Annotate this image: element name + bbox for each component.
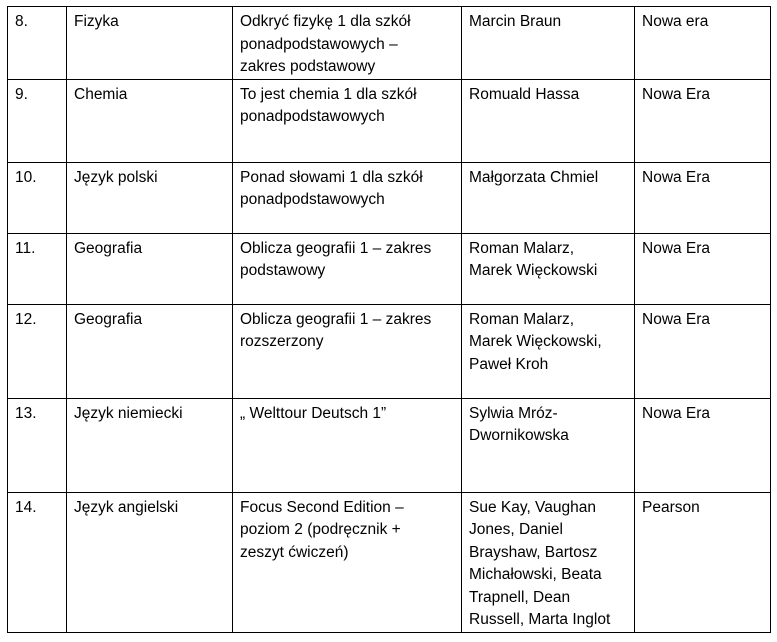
title-cell: Oblicza geografii 1 – zakres podstawowy	[233, 233, 462, 304]
author-cell: Romuald Hassa	[462, 79, 635, 162]
publisher-cell: Pearson	[635, 492, 771, 632]
author-cell: Sue Kay, Vaughan Jones, Daniel Brayshaw, Bartosz Michałowski, Beata Trapnell, Dean Russell, Marta Inglot	[462, 492, 635, 632]
publisher-cell: Nowa Era	[635, 398, 771, 492]
title-cell: To jest chemia 1 dla szkół ponadpodstawowych	[233, 79, 462, 162]
publisher-cell: Nowa Era	[635, 79, 771, 162]
row-number-cell: 8.	[8, 7, 67, 80]
author-cell: Roman Malarz, Marek Więckowski, Paweł Kroh	[462, 304, 635, 398]
row-number-cell: 14.	[8, 492, 67, 632]
title-cell: „ Welttour Deutsch 1”	[233, 398, 462, 492]
title-cell: Odkryć fizykę 1 dla szkół ponadpodstawowych – zakres podstawowy	[233, 7, 462, 80]
subject-cell: Chemia	[67, 79, 233, 162]
publisher-cell: Nowa Era	[635, 304, 771, 398]
publisher-cell: Nowa Era	[635, 162, 771, 233]
subject-cell: Geografia	[67, 233, 233, 304]
subject-cell: Geografia	[67, 304, 233, 398]
table-row	[8, 162, 771, 233]
subject-cell: Język polski	[67, 162, 233, 233]
title-cell: Oblicza geografii 1 – zakres rozszerzony	[233, 304, 462, 398]
publisher-cell: Nowa Era	[635, 233, 771, 304]
title-cell: Ponad słowami 1 dla szkół ponadpodstawowych	[233, 162, 462, 233]
table-row	[8, 398, 771, 492]
table-row	[8, 79, 771, 162]
table-row	[8, 304, 771, 398]
row-number-cell: 9.	[8, 79, 67, 162]
textbook-table	[7, 6, 771, 633]
table-row	[8, 492, 771, 632]
publisher-cell: Nowa era	[635, 7, 771, 80]
author-cell: Małgorzata Chmiel	[462, 162, 635, 233]
title-cell: Focus Second Edition – poziom 2 (podręcznik + zeszyt ćwiczeń)	[233, 492, 462, 632]
table-row	[8, 233, 771, 304]
row-number-cell: 13.	[8, 398, 67, 492]
row-number-cell: 12.	[8, 304, 67, 398]
row-number-cell: 10.	[8, 162, 67, 233]
author-cell: Marcin Braun	[462, 7, 635, 80]
subject-cell: Fizyka	[67, 7, 233, 80]
subject-cell: Język angielski	[67, 492, 233, 632]
row-number-cell: 11.	[8, 233, 67, 304]
table-row	[8, 7, 771, 80]
subject-cell: Język niemiecki	[67, 398, 233, 492]
author-cell: Roman Malarz, Marek Więckowski	[462, 233, 635, 304]
author-cell: Sylwia Mróz- Dwornikowska	[462, 398, 635, 492]
